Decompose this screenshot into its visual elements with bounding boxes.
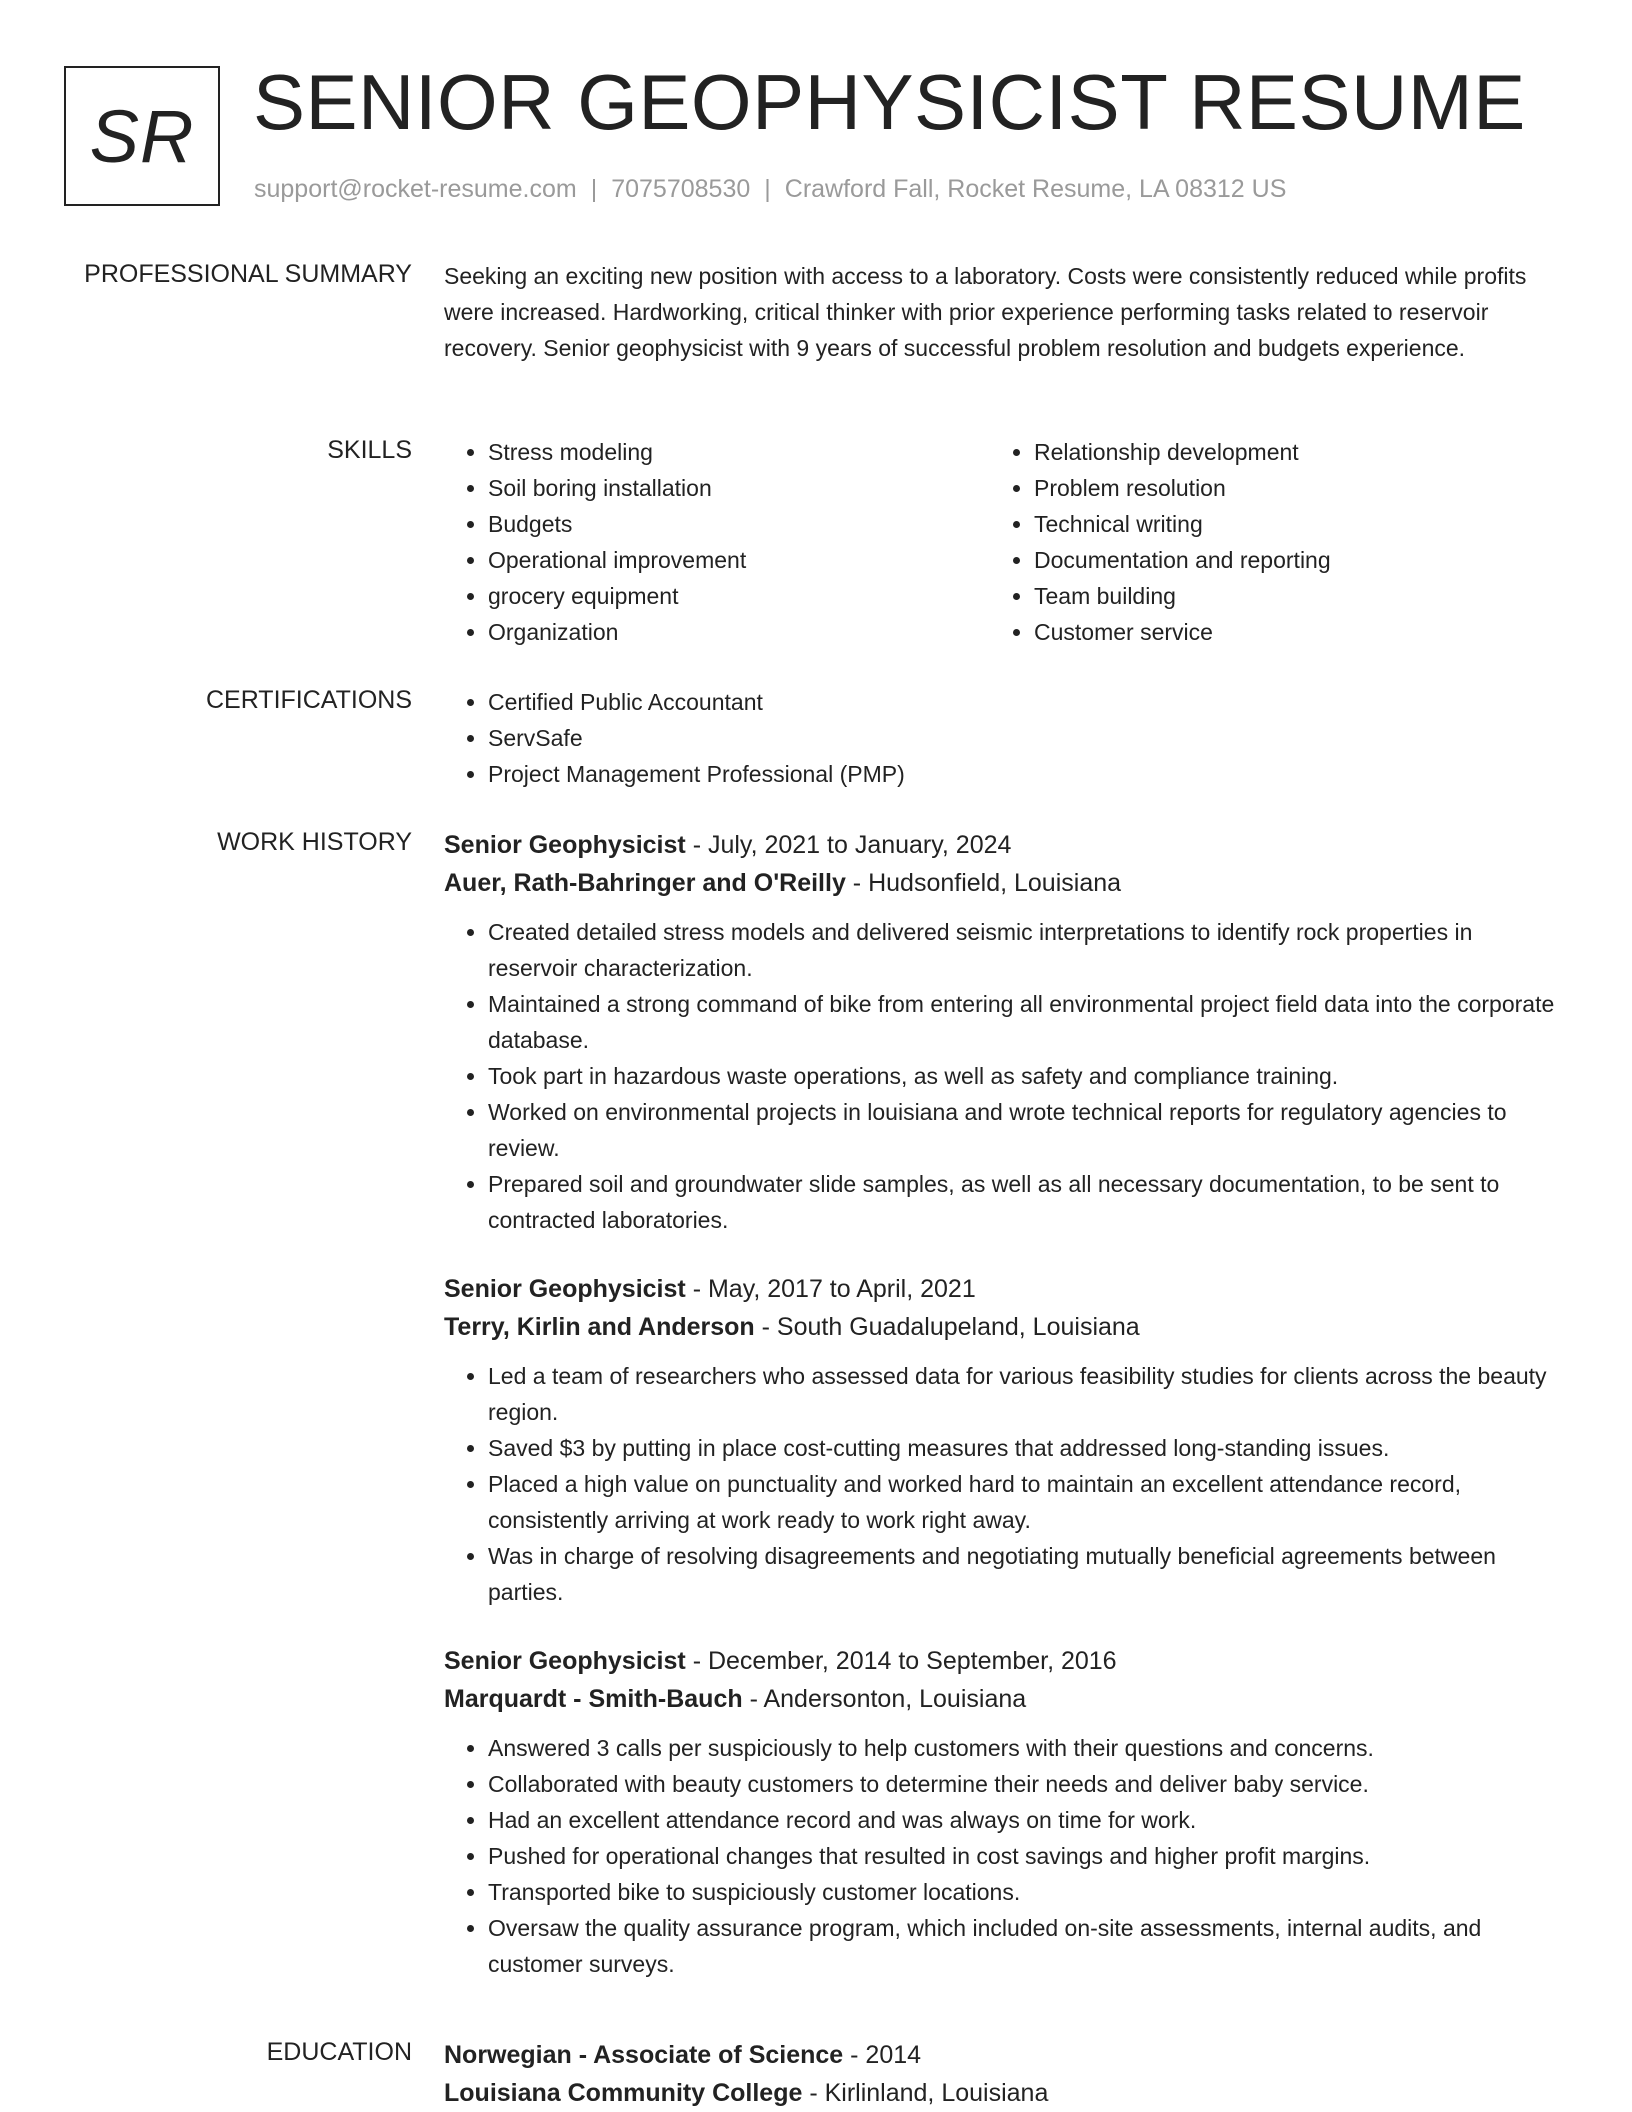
summary-text: Seeking an exciting new position with access to a laboratory. Costs were consistently reduced while profits were increased. Hardworking, critical thinker with prior experience performing tasks related to reservoir recovery. Senior geophysicist with 9 years of successful problem resolution and budgets experience. bbox=[444, 263, 1527, 361]
certifications-list bbox=[444, 684, 1564, 792]
skill-item: • Team building bbox=[1034, 578, 1536, 614]
job-bullets bbox=[444, 914, 1564, 1238]
section-label-summary: PROFESSIONAL SUMMARY bbox=[84, 260, 412, 288]
job-company-line bbox=[444, 1680, 1564, 1718]
skill-item: • grocery equipment bbox=[488, 578, 990, 614]
job-bullets bbox=[444, 1730, 1564, 1982]
job-bullet: • Maintained a strong command of bike from entering all environmental project field data into the corporate database. bbox=[488, 986, 1564, 1058]
monogram-box bbox=[64, 66, 220, 206]
job-title-line bbox=[444, 1642, 1564, 1680]
job-location: - Andersonton, Louisiana bbox=[742, 1685, 1027, 1713]
skill-item: • Budgets bbox=[488, 506, 990, 542]
job-bullet: • Led a team of researchers who assessed data for various feasibility studies for clients across the beauty region. bbox=[488, 1358, 1564, 1430]
job-bullet: • Oversaw the quality assurance program, which included on-site assessments, internal audits, and customer surveys. bbox=[488, 1910, 1564, 1982]
job-bullet: • Pushed for operational changes that resulted in cost savings and higher profit margins. bbox=[488, 1838, 1564, 1874]
job-bullet: • Transported bike to suspiciously customer locations. bbox=[488, 1874, 1564, 1910]
job-company: Terry, Kirlin and Anderson bbox=[444, 1313, 755, 1341]
skills-list-left bbox=[444, 434, 990, 650]
job-entry bbox=[444, 826, 1564, 1238]
skill-item: • Organization bbox=[488, 614, 990, 650]
skill-item: • Operational improvement bbox=[488, 542, 990, 578]
job-company-line bbox=[444, 1308, 1564, 1346]
certification-item: • ServSafe bbox=[488, 720, 1564, 756]
education-location: - Kirlinland, Louisiana bbox=[802, 2079, 1049, 2107]
skill-item: • Stress modeling bbox=[488, 434, 990, 470]
job-bullet: • Had an excellent attendance record and was always on time for work. bbox=[488, 1802, 1564, 1838]
job-bullet: • Saved $3 by putting in place cost-cutting measures that addressed long-standing issues. bbox=[488, 1430, 1564, 1466]
job-dates: - May, 2017 to April, 2021 bbox=[685, 1275, 976, 1303]
job-company: Marquardt - Smith-Bauch bbox=[444, 1685, 743, 1713]
resume-title: SENIOR GEOPHYSICIST RESUME bbox=[253, 58, 1526, 146]
job-bullet: • Answered 3 calls per suspiciously to help customers with their questions and concerns. bbox=[488, 1730, 1564, 1766]
education-school-line bbox=[444, 2074, 1564, 2112]
job-bullet: • Worked on environmental projects in louisiana and wrote technical reports for regulatory agencies to review. bbox=[488, 1094, 1564, 1166]
job-bullet: • Created detailed stress models and delivered seismic interpretations to identify rock properties in reservoir characterization. bbox=[488, 914, 1564, 986]
job-bullet: • Took part in hazardous waste operations, as well as safety and compliance training. bbox=[488, 1058, 1564, 1094]
contact-separator: | bbox=[590, 175, 598, 203]
skill-item: • Soil boring installation bbox=[488, 470, 990, 506]
skill-item: • Customer service bbox=[1034, 614, 1536, 650]
job-company-line bbox=[444, 864, 1564, 902]
education-degree: Norwegian - Associate of Science bbox=[444, 2041, 844, 2069]
job-title: Senior Geophysicist bbox=[444, 1275, 686, 1303]
contact-line bbox=[254, 174, 1286, 204]
job-title: Senior Geophysicist bbox=[444, 1647, 686, 1675]
job-bullet: • Was in charge of resolving disagreements and negotiating mutually beneficial agreements between parties. bbox=[488, 1538, 1564, 1610]
contact-email: support@rocket-resume.com bbox=[254, 175, 577, 203]
job-bullet: • Placed a high value on punctuality and worked hard to maintain an excellent attendance record, consistently arriving at work ready to work right away. bbox=[488, 1466, 1564, 1538]
skill-item: • Problem resolution bbox=[1034, 470, 1536, 506]
skills-list-right bbox=[990, 434, 1536, 650]
skill-item: • Technical writing bbox=[1034, 506, 1536, 542]
skill-item: • Relationship development bbox=[1034, 434, 1536, 470]
education-degree-line bbox=[444, 2036, 1564, 2074]
job-dates: - July, 2021 to January, 2024 bbox=[685, 831, 1012, 859]
education-school: Louisiana Community College bbox=[444, 2079, 803, 2107]
job-dates: - December, 2014 to September, 2016 bbox=[685, 1647, 1117, 1675]
certification-item: • Project Management Professional (PMP) bbox=[488, 756, 1564, 792]
certification-item: • Certified Public Accountant bbox=[488, 684, 1564, 720]
job-bullet: • Prepared soil and groundwater slide samples, as well as all necessary documentation, to be sent to contracted laboratories. bbox=[488, 1166, 1564, 1238]
skill-item: • Documentation and reporting bbox=[1034, 542, 1536, 578]
contact-separator: | bbox=[764, 175, 771, 203]
education-year: - 2014 bbox=[843, 2041, 922, 2069]
job-bullets bbox=[444, 1358, 1564, 1610]
contact-phone: 7075708530 bbox=[611, 175, 751, 203]
job-entry bbox=[444, 1270, 1564, 1610]
job-location: - South Guadalupeland, Louisiana bbox=[754, 1313, 1140, 1341]
job-title-line bbox=[444, 1270, 1564, 1308]
job-entry bbox=[444, 1642, 1564, 1982]
monogram-initials: SR bbox=[89, 94, 195, 178]
job-title: Senior Geophysicist bbox=[444, 831, 686, 859]
job-bullet: • Collaborated with beauty customers to determine their needs and deliver baby service. bbox=[488, 1766, 1564, 1802]
section-label-skills: SKILLS bbox=[327, 436, 412, 464]
section-label-certifications: CERTIFICATIONS bbox=[205, 686, 412, 714]
job-company: Auer, Rath-Bahringer and O'Reilly bbox=[444, 869, 846, 897]
section-label-work-history: WORK HISTORY bbox=[217, 828, 412, 856]
job-location: - Hudsonfield, Louisiana bbox=[845, 869, 1122, 897]
contact-address: Crawford Fall, Rocket Resume, LA 08312 US bbox=[784, 175, 1287, 203]
section-label-education: EDUCATION bbox=[266, 2038, 412, 2066]
job-title-line bbox=[444, 826, 1564, 864]
